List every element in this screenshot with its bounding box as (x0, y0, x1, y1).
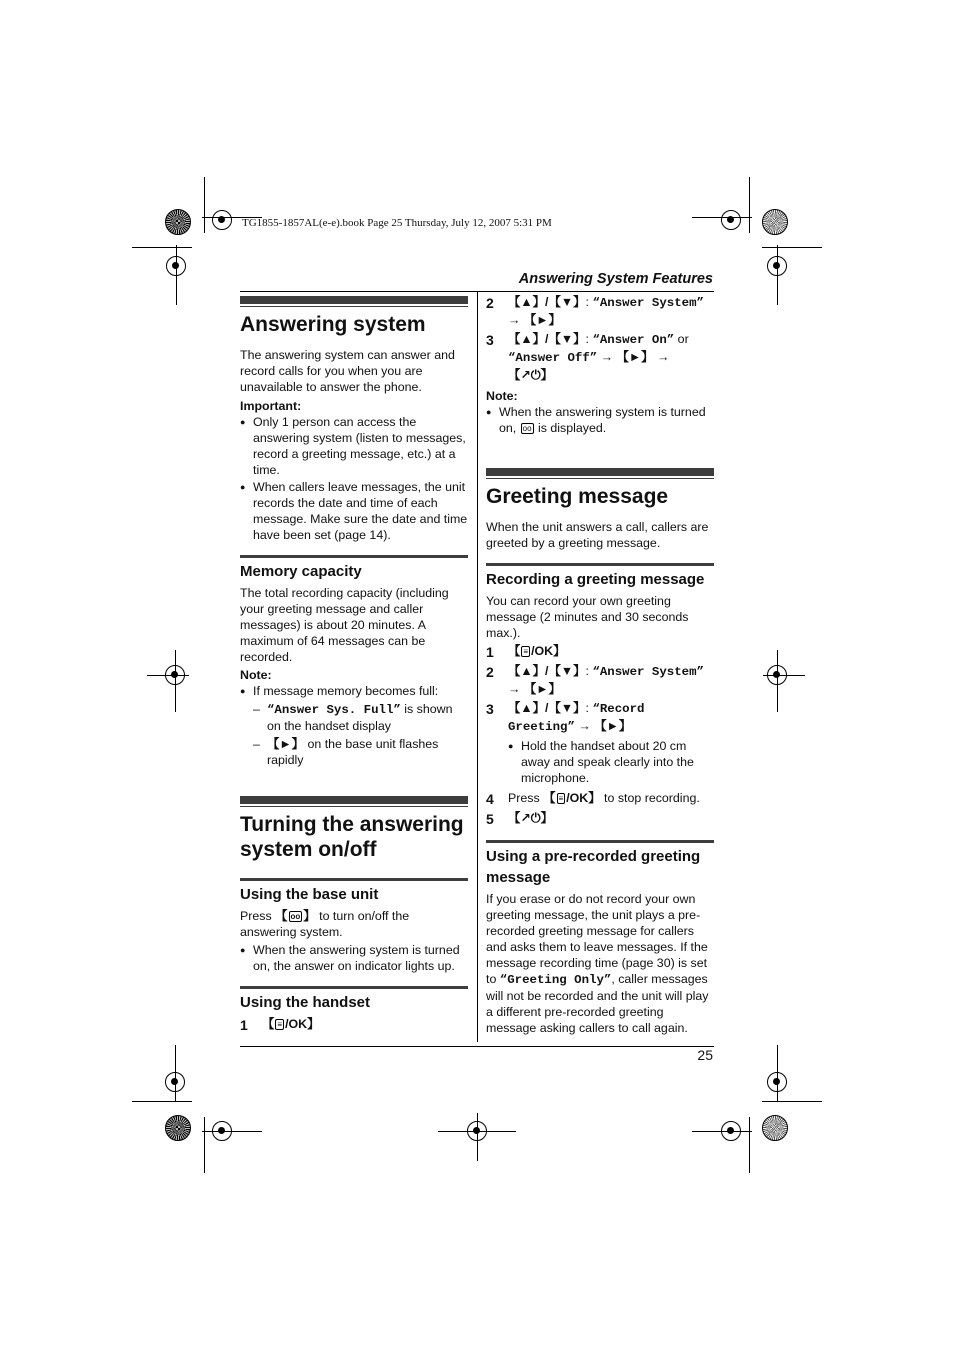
turning-title: Turning the answering system on/off (240, 813, 464, 861)
step-number: 3 (486, 332, 494, 348)
record-step-list (508, 738, 714, 786)
right-key-icon: 【►】 (616, 350, 654, 364)
play-key-icon: 【►】 (267, 737, 305, 751)
greeting-title: Greeting message (486, 485, 669, 508)
list-item: ● Only 1 person can access the answering system (listen to messages, record a greeting message, etc.) at a time. (240, 414, 468, 478)
section-bar (240, 796, 468, 808)
up-down-key-icon: 【▲】/【▼】 (508, 664, 586, 678)
footer-rule (240, 1046, 714, 1047)
greeting-intro: When the unit answers a call, callers are greeted by a greeting message. (486, 520, 709, 550)
list-item: ● Hold the handset about 20 cm away and speak clearly into the microphone. (508, 738, 714, 786)
up-down-key-icon: 【▲】/【▼】 (508, 295, 586, 309)
right-key-icon: 【►】 (594, 719, 632, 733)
subsection-rule (240, 878, 468, 881)
base-unit-title: Using the base unit (240, 886, 379, 903)
memory-capacity-title: Memory capacity (240, 563, 362, 580)
menu-key-icon: 【 ≡ /OK】 (262, 1017, 320, 1031)
step: 2 【▲】/【▼】: “Answer System” → 【►】 (486, 295, 704, 327)
base-unit-text: Press 【 oo 】 to turn on/off the answering system. (240, 909, 410, 939)
list-item: – 【►】 on the base unit flashes rapidly (253, 736, 468, 768)
up-down-key-icon: 【▲】/【▼】 (508, 332, 586, 346)
memory-sub-list (240, 701, 468, 768)
subsection-rule (240, 555, 468, 558)
answering-system-title: Answering system (240, 313, 426, 336)
step: 4 Press 【 ≡ /OK】 to stop recording. (486, 791, 700, 807)
page-number: 25 (697, 1047, 713, 1063)
subsection-rule (486, 563, 714, 566)
memory-capacity-text: The total recording capacity (including your greeting message and caller messages) is about 20 minutes. A maximum of 64 messages can be recorded. (240, 586, 449, 664)
step-number: 2 (486, 295, 494, 311)
subsection-rule (486, 840, 714, 843)
note-label: Note: (486, 389, 518, 403)
right-key-icon: 【►】 (523, 313, 561, 327)
answer-icon: oo (522, 424, 532, 434)
subsection-rule (240, 986, 468, 989)
recording-greeting-title: Recording a greeting message (486, 571, 705, 588)
right-column (486, 292, 714, 1036)
pre-recorded-greeting-title: Using a pre-recorded greeting message (486, 848, 701, 886)
step: 5 【↗⏻】 (486, 810, 714, 828)
running-head: Answering System Features (518, 271, 713, 287)
up-down-key-icon: 【▲】/【▼】 (508, 701, 586, 715)
answer-key-icon: 【 oo 】 (275, 909, 316, 923)
list-item: ● When the answering system is turned on, oo is displayed. (486, 404, 714, 436)
off-key-icon: 【↗⏻】 (508, 811, 553, 825)
base-unit-list (240, 942, 468, 974)
memory-note-list (240, 683, 468, 699)
important-label: Important: (240, 399, 302, 413)
important-list (240, 414, 468, 543)
step: 3 【▲】/【▼】: “Record Greeting” → 【►】 (486, 701, 645, 734)
recording-greeting-text: You can record your own greeting message (2 minutes and 30 seconds max.). (486, 594, 689, 640)
pre-recorded-greeting-text: If you erase or do not record your own greeting message, the unit plays a pre-recorded greeting message for callers and asks them to leave messages. If the message recording time (page 30) is set to “Greeting Only”, caller messages will not be recorded and the unit will play a different pre-recorded greeting message asking callers to call again. (486, 892, 709, 1035)
off-key-icon: 【↗⏻】 (508, 368, 553, 382)
file-header: TG1855-1857AL(e-e).book Page 25 Thursday, July 12, 2007 5:31 PM (242, 217, 552, 229)
list-item: ● When the answering system is turned on, the answer on indicator lights up. (240, 942, 468, 974)
step: 1 【 ≡ /OK】 (486, 643, 714, 661)
step (240, 1016, 468, 1034)
list-item: ● If message memory becomes full: (240, 683, 468, 699)
step: 2 【▲】/【▼】: “Answer System” → 【►】 (486, 664, 704, 696)
handset-note-list (486, 404, 714, 436)
handset-title: Using the handset (240, 994, 371, 1011)
column-divider (477, 292, 478, 1042)
menu-key-icon: 【 ≡ /OK】 (543, 791, 601, 805)
display-text: “Answer Sys. Full” (267, 703, 401, 717)
section-bar (240, 296, 468, 308)
menu-key-icon: 【 ≡ /OK】 (508, 644, 566, 658)
note-label: Note: (240, 668, 272, 682)
right-key-icon: 【►】 (523, 682, 561, 696)
answering-system-intro: The answering system can answer and record calls for you when you are unavailable to answer the phone. (240, 348, 455, 394)
list-item: – “Answer Sys. Full” is shown on the handset display (253, 701, 468, 734)
section-bar (486, 468, 714, 480)
list-item: ● When callers leave messages, the unit records the date and time of each message. Make sure the date and time have been set (page 14). (240, 479, 468, 543)
step-number: 1 (240, 1017, 248, 1033)
left-column (240, 296, 468, 1036)
step: 3 【▲】/【▼】: “Answer On” or “Answer Off” → 【►】 → 【↗⏻】 (486, 332, 689, 382)
